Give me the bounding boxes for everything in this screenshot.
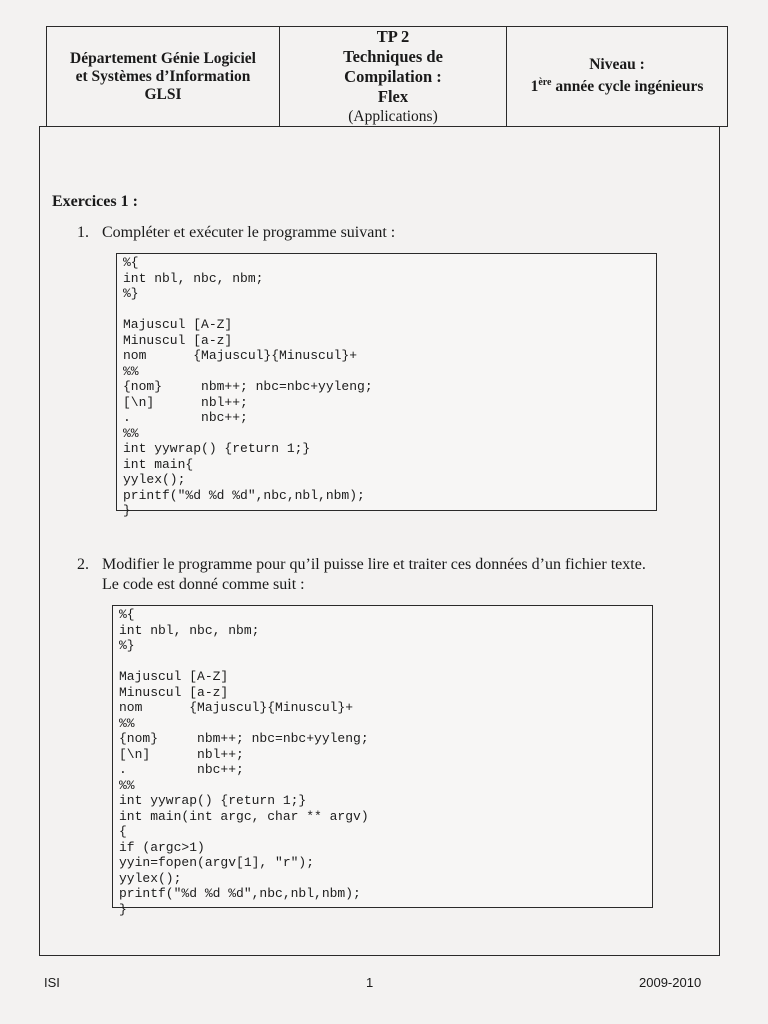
exercise-2-instruction <box>77 555 646 595</box>
title-cell <box>280 27 507 126</box>
exercise-2-number: 2. <box>77 556 89 573</box>
department-cell <box>47 27 280 126</box>
code-block-1 <box>116 253 657 518</box>
page-number: 1 <box>366 975 374 990</box>
exercise-2-text-line-2: Le code est donné comme suit : <box>102 576 305 593</box>
exercise-2-text-line-1: Modifier le programme pour qu’il puisse lire et traiter ces données d’un fichier texte. <box>102 556 646 573</box>
exercise-1-number: 1. <box>77 224 89 241</box>
level-number: 1 <box>530 78 539 96</box>
level-text: année cycle ingénieurs <box>551 78 704 96</box>
level-title: Niveau : <box>589 56 645 74</box>
title-line-3: Compilation : <box>344 66 442 86</box>
footer-left: ISI <box>44 975 60 990</box>
department-line-1: Département Génie Logiciel <box>70 49 256 67</box>
exercise-1-text: Compléter et exécuter le programme suivant : <box>102 224 396 241</box>
department-line-2: et Systèmes d’Information <box>75 67 251 85</box>
title-line-2: Techniques de <box>343 46 443 66</box>
code-listing-2: %{ int nbl, nbc, nbm; %} Majuscul [A-Z] Minuscul [a-z] nom {Majuscul}{Minuscul}+ %% {nom} nbm++; nbc=nbc+yyleng; [\n] nbl++; . nbc++; %% int yywrap() {return 1;} int main(int argc, char ** argv) { if (argc>1) yyin=fopen(argv[1], "r"); yylex(); printf("%d %d %d",nbc,nbl,nbm); } <box>119 607 369 917</box>
level-superscript: ère <box>538 77 552 89</box>
section-title: Exercices 1 : <box>52 193 138 210</box>
code-listing-1: %{ int nbl, nbc, nbm; %} Majuscul [A-Z] Minuscul [a-z] nom {Majuscul}{Minuscul}+ %% {nom} nbm++; nbc=nbc+yyleng; [\n] nbl++; . nbc++; %% int yywrap() {return 1;} int main{ yylex(); printf("%d %d %d",nbc,nbl,nbm); } <box>123 255 373 518</box>
footer-year: 2009-2010 <box>639 975 702 990</box>
level-cell <box>507 27 727 126</box>
exercise-1-instruction <box>77 223 395 243</box>
code-block-2 <box>112 605 653 917</box>
title-line-1: TP 2 <box>376 26 410 46</box>
department-line-3: GLSI <box>144 85 182 103</box>
title-subtitle: (Applications) <box>348 107 438 125</box>
title-line-4: Flex <box>377 86 409 106</box>
level-value <box>531 74 704 96</box>
header-table <box>46 26 728 127</box>
